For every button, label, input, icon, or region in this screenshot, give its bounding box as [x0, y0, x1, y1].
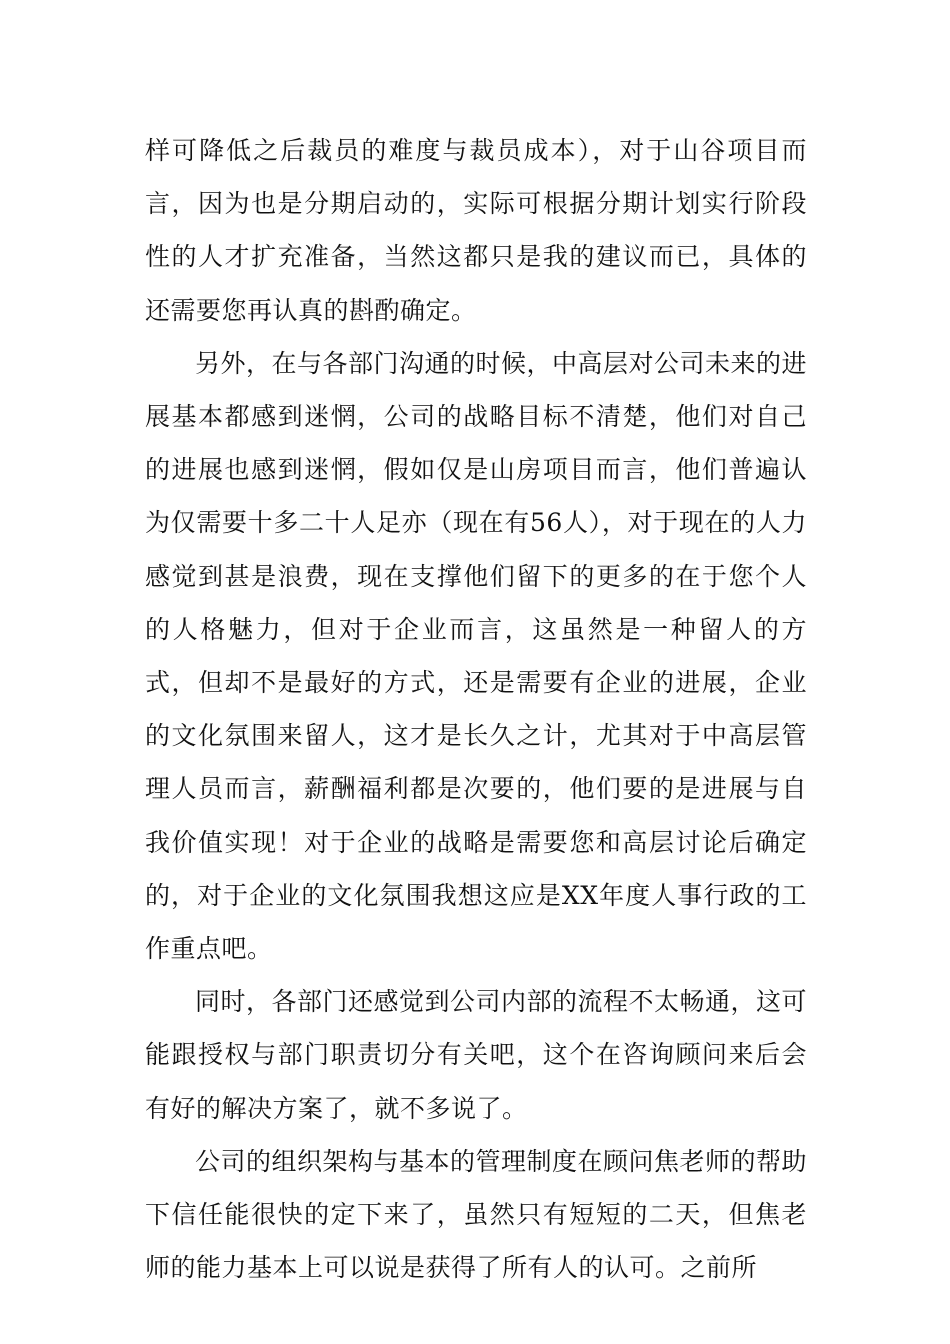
paragraph-4: 公司的组织架构与基本的管理制度在顾问焦老师的帮助下信任能很快的定下来了，虽然只有短短的二天，但焦老师的能力基本上可以说是获得了所有人的认可。之前所 — [145, 1146, 808, 1283]
paragraph-1: 样可降低之后裁员的难度与裁员成本），对于山谷项目而言，因为也是分期启动的，实际可根据分期计划实行阶段性的人才扩充准备，当然这都只是我的建议而已，具体的还需要您再认真的斟酌确定。 — [145, 136, 807, 325]
paragraph-3: 同时，各部门还感觉到公司内部的流程不太畅通，这可能跟授权与部门职责切分有关吧，这个在咨询顾问来后会有好的解决方案了，就不多说了。 — [145, 987, 808, 1123]
document-page — [145, 124, 807, 1294]
paragraph-2: 另外，在与各部门沟通的时候，中高层对公司未来的进展基本都感到迷惘，公司的战略目标不清楚，他们对自己的进展也感到迷惘，假如仅是山房项目而言，他们普遍认为仅需要十多二十人足亦（现在有56人），对于现在的人力感觉到甚是浪费，现在支撑他们留下的更多的在于您个人的人格魅力，但对于企业而言，这虽然是一种留人的方式，但却不是最好的方式，还是需要有企业的进展，企业的文化氛围来留人，这才是长久之计，尤其对于中高层管理人员而言，薪酬福利都是次要的，他们要的是进展与自我价值实现！对于企业的战略是需要您和高层讨论后确定的，对于企业的文化氛围我想这应是XX年度人事行政的工作重点吧。 — [145, 348, 808, 964]
